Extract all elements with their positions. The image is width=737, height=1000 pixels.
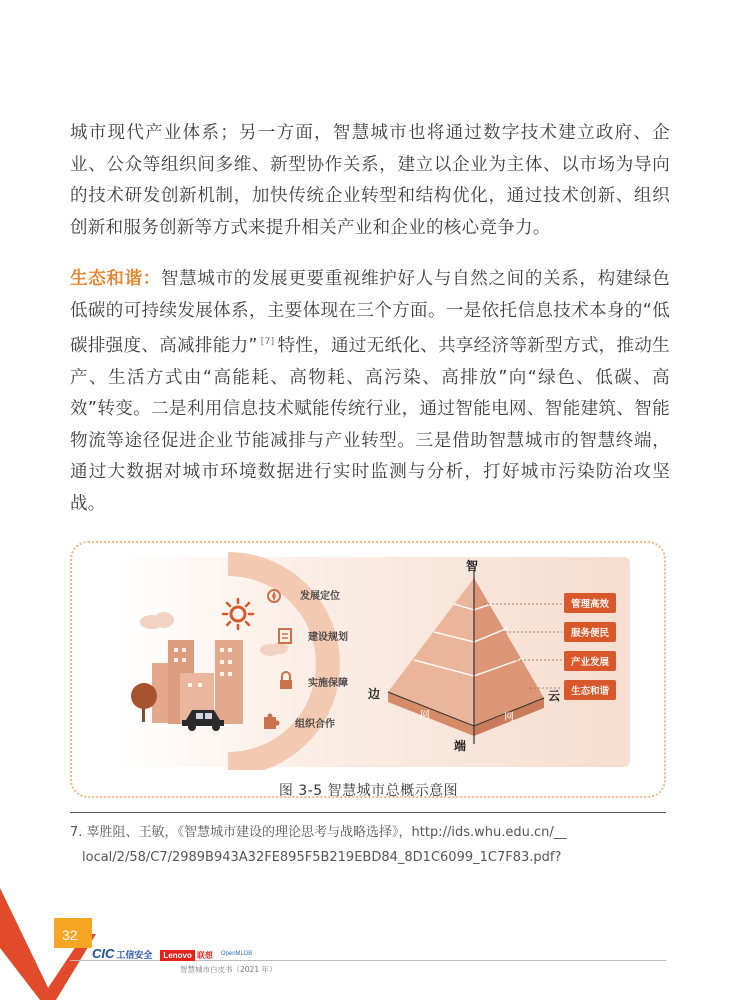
svg-text:产业发展: 产业发展 xyxy=(570,657,610,668)
pyramid-face-left: 网 xyxy=(420,710,430,721)
footnote-divider xyxy=(70,812,666,813)
svg-text:服务便民: 服务便民 xyxy=(570,628,610,639)
footnote xyxy=(70,820,670,870)
cloud-icon xyxy=(260,642,288,656)
footer-logos xyxy=(92,945,252,963)
lenovo-logo: Lenovo 联想 xyxy=(160,945,212,963)
page-corner-decoration xyxy=(0,888,120,1000)
paragraph-text-part1: 智慧城市的发展更要重视维护好人与自然之间的关系，构建绿色低碳的可持续发展体系，主要体现在三个方面。一是依托信息技术本身的“低碳排强度、高减排能力” xyxy=(70,269,670,356)
pyramid-label-top: 智 xyxy=(466,559,479,573)
compass-icon xyxy=(268,590,280,602)
pyramid-label-left: 边 xyxy=(368,687,381,701)
smart-city-illustration xyxy=(120,548,640,770)
puzzle-icon xyxy=(264,714,280,730)
paragraph-text-part2: 特性，通过无纸化、共享经济等新型方式，推动生产、生活方式由“高能耗、高物耗、高污染、高排放”向“绿色、低碳、高效”转变。二是利用信息技术赋能传统行业，通过智能电网、智能建筑、智能物流等途径促进企业节能减排与产业转型。三是借助智慧城市的智慧终端，通过大数据对城市环境数据进行实时监测与分析，打好城市污染防治攻坚战。 xyxy=(70,336,670,514)
tag-service xyxy=(564,622,616,642)
tag-management xyxy=(564,593,616,613)
pyramid-diagram xyxy=(388,570,544,744)
figure-caption: 图 3-5 智慧城市总概示意图 xyxy=(278,783,459,799)
clipboard-icon xyxy=(279,629,291,643)
page-number: 32 xyxy=(62,927,78,943)
tag-industry xyxy=(564,651,616,671)
cloud-icon xyxy=(140,612,174,629)
footnote-line[interactable]: local/2/58/C7/2989B943A32FE895F5B219EBD84_8D1C6099_1C7F83.pdf? xyxy=(82,850,562,865)
footnote-reference[interactable]: [7] xyxy=(260,337,275,347)
lock-icon xyxy=(280,672,292,689)
svg-text:生态和谐: 生态和谐 xyxy=(570,686,610,697)
paragraph-ecology xyxy=(70,264,670,520)
whitepaper-title: 智慧城市白皮书（2021 年） xyxy=(180,965,277,974)
paragraph-lead-label: 生态和谐： xyxy=(70,269,161,289)
sun-icon xyxy=(223,599,253,629)
arc-label-planning: 建设规划 xyxy=(308,632,348,643)
arc-label-cooperation: 组织合作 xyxy=(295,719,335,730)
arc-label-guarantee: 实施保障 xyxy=(308,678,348,689)
svg-text:管理高效: 管理高效 xyxy=(570,599,610,610)
pyramid-label-right: 云 xyxy=(548,689,561,703)
partner-logo: OpenMLDB xyxy=(220,951,253,957)
tag-ecology xyxy=(564,680,616,700)
paragraph-industry: 城市现代产业体系；另一方面，智慧城市也将通过数字技术建立政府、企业、公众等组织间多维、新型协作关系，建立以企业为主体、以市场为导向的技术研发创新机制，加快传统企业转型和结构优化，通过技术创新、组织创新和服务创新等方式来提升相关产业和企业的核心竞争力。 xyxy=(70,123,670,238)
pyramid-face-right: 网 xyxy=(504,712,514,723)
footnote-line[interactable]: 7. 辜胜阻、王敏，《智慧城市建设的理论思考与战略选择》，http://ids.whu.edu.cn/__ xyxy=(70,825,567,840)
cic-logo: CIC 工信安全 xyxy=(92,946,153,961)
pyramid-label-bottom: 端 xyxy=(454,739,467,753)
arc-label-positioning: 发展定位 xyxy=(300,591,340,602)
